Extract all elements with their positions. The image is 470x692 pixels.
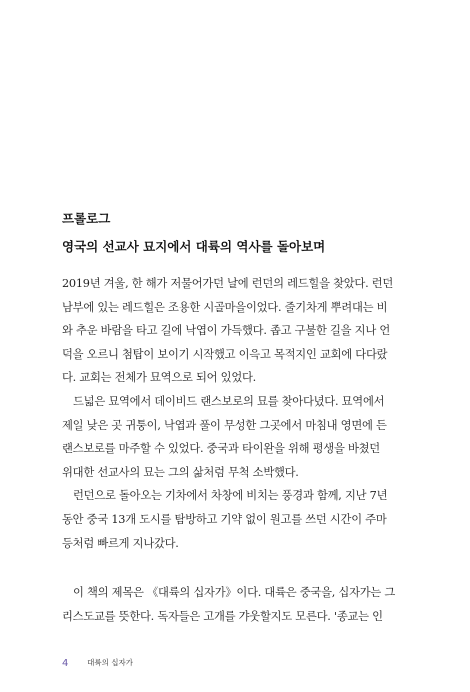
text-line: 이 책의 제목은 《대륙의 십자가》이다. 대륙은 중국을, 십자가는 그 (73, 586, 396, 600)
text-line: 다. 교회는 전체가 묘역으로 되어 있었다. (62, 371, 256, 385)
text-line: 드넓은 묘역에서 데이비드 랜스보로의 묘를 찾아다녔다. 묘역에서 (73, 394, 385, 408)
section-break (62, 555, 408, 581)
text-line: 2019년 겨울, 한 해가 저물어가던 날에 런던의 레드힐을 찾았다. 런던 (62, 277, 394, 290)
text-line: 런던으로 돌아오는 기차에서 차창에 비치는 풍경과 함께, 지난 7년 (73, 489, 388, 503)
paragraph (62, 581, 408, 628)
section-title: 영국의 선교사 묘지에서 대륙의 역사를 돌아보며 (62, 239, 326, 254)
section-label: 프롤로그 (62, 211, 111, 226)
text-line: 제일 낮은 곳 귀퉁이, 낙엽과 풀이 무성한 그곳에서 마침내 영면에 든 (62, 418, 387, 432)
text-line: 남부에 있는 레드힐은 조용한 시골마을이었다. 줄기차게 뿌려대는 비 (62, 300, 388, 314)
paragraph (62, 484, 408, 555)
text-line: 랜스보로를 마주할 수 있었다. 중국과 타이완을 위해 평생을 바쳤던 (62, 442, 380, 456)
page-number: 4 (62, 658, 69, 669)
text-line: 동안 중국 13개 도시를 탐방하고 기약 없이 원고를 쓰던 시간이 주마 (62, 512, 387, 526)
text-line: 덕을 오르니 첨탑이 보이기 시작했고 이윽고 목적지인 교회에 다다랐 (62, 347, 388, 361)
text-line: 위대한 선교사의 묘는 그의 삶처럼 무척 소박했다. (62, 465, 299, 479)
text-line: 와 추운 바람을 타고 길에 낙엽이 가득했다. 좁고 구불한 길을 지나 언 (62, 324, 390, 338)
page-footer (62, 651, 133, 670)
text-line: 등처럼 빠르게 지나갔다. (62, 536, 179, 550)
text-line: 리스도교를 뜻한다. 독자들은 고개를 갸웃할지도 모른다. '종교는 인 (62, 609, 383, 623)
paragraph (62, 390, 408, 484)
running-title: 대륙의 십자가 (87, 658, 133, 667)
paragraph (62, 272, 408, 390)
body-text (62, 272, 408, 628)
